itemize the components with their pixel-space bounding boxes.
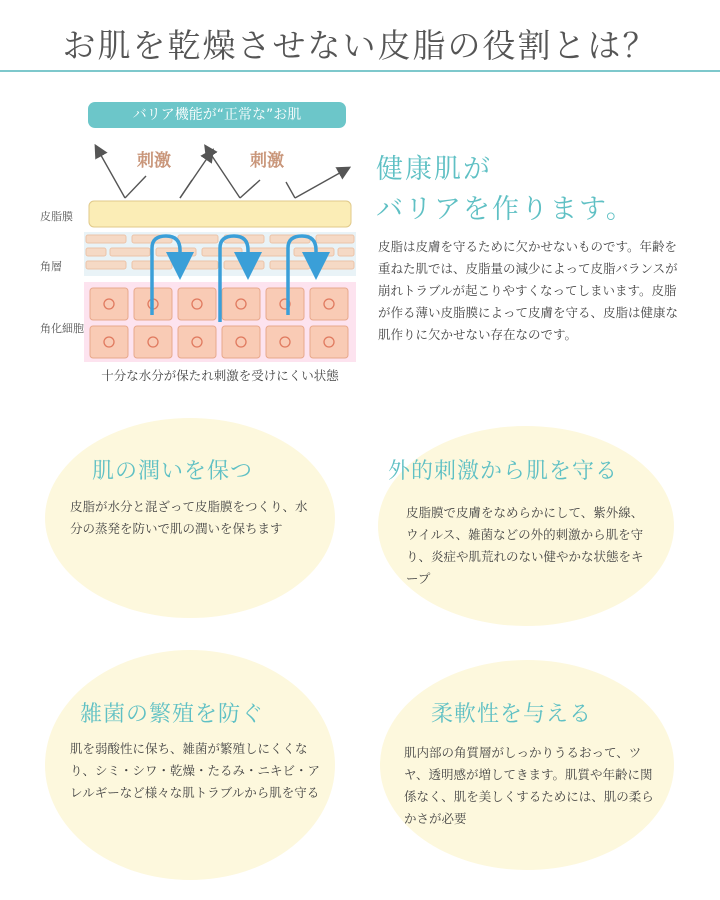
title-divider	[0, 70, 720, 72]
stimulus-label: 刺激	[137, 151, 171, 171]
role-title-moisture: 肌の潤いを保つ	[92, 459, 254, 484]
role-title-protection: 外的刺激から肌を守る	[388, 459, 619, 484]
role-title-softness: 柔軟性を与える	[431, 702, 593, 727]
intro-headline-line: バリアを作ります。	[376, 194, 635, 225]
diagram-caption: 十分な水分が保たれ刺激を受けにくい状態	[101, 368, 339, 383]
role-body-protection: 皮脂膜で皮膚をなめらかにして、紫外線、ウイルス、雑菌などの外的刺激から肌を守り、炎症や肌荒れのない健やかな状態をキープ	[406, 505, 644, 586]
intro-headline-line: 健康肌が	[376, 154, 492, 185]
layer-label-stratum-corneum: 角層	[40, 260, 62, 273]
sebum-film-layer	[89, 201, 351, 227]
stimulus-label: 刺激	[250, 151, 284, 171]
skin-barrier-diagram	[80, 140, 365, 365]
page-title: お肌を乾燥させない皮脂の役割とは？	[62, 26, 658, 65]
intro-headline	[376, 150, 635, 230]
layer-label-keratinocytes: 角化細胞	[40, 322, 84, 335]
role-body-softness: 肌内部の角質層がしっかりうるおって、ツヤ、透明感が増してきます。肌質や年齢に関係なく、肌を美しくするためには、肌の柔らかさが必要	[404, 745, 654, 826]
role-body-antibacterial: 肌を弱酸性に保ち、雑菌が繁殖しにくくなり、シミ・シワ・乾燥・たるみ・ニキビ・アレルギーなど様々な肌トラブルから肌を守る	[70, 741, 321, 800]
role-body-moisture: 皮脂が水分と混ざって皮脂膜をつくり、水分の蒸発を防いで肌の潤いを保ちます	[70, 499, 308, 536]
role-title-antibacterial: 雑菌の繁殖を防ぐ	[80, 702, 265, 727]
layer-label-sebum-film: 皮脂膜	[40, 210, 73, 223]
normal-barrier-badge: バリア機能が“正常な”お肌	[88, 102, 346, 128]
deflected-stimulus-arrows	[98, 150, 345, 198]
intro-description: 皮脂は皮膚を守るために欠かせないものです。年齢を重ねた肌では、皮脂量の減少によって皮脂バランスが崩れトラブルが起こりやすくなってしまいます。皮脂が作る薄い皮脂膜によって皮膚を守る、皮脂は健康な肌作りに欠かせない存在なのです。	[378, 239, 679, 342]
